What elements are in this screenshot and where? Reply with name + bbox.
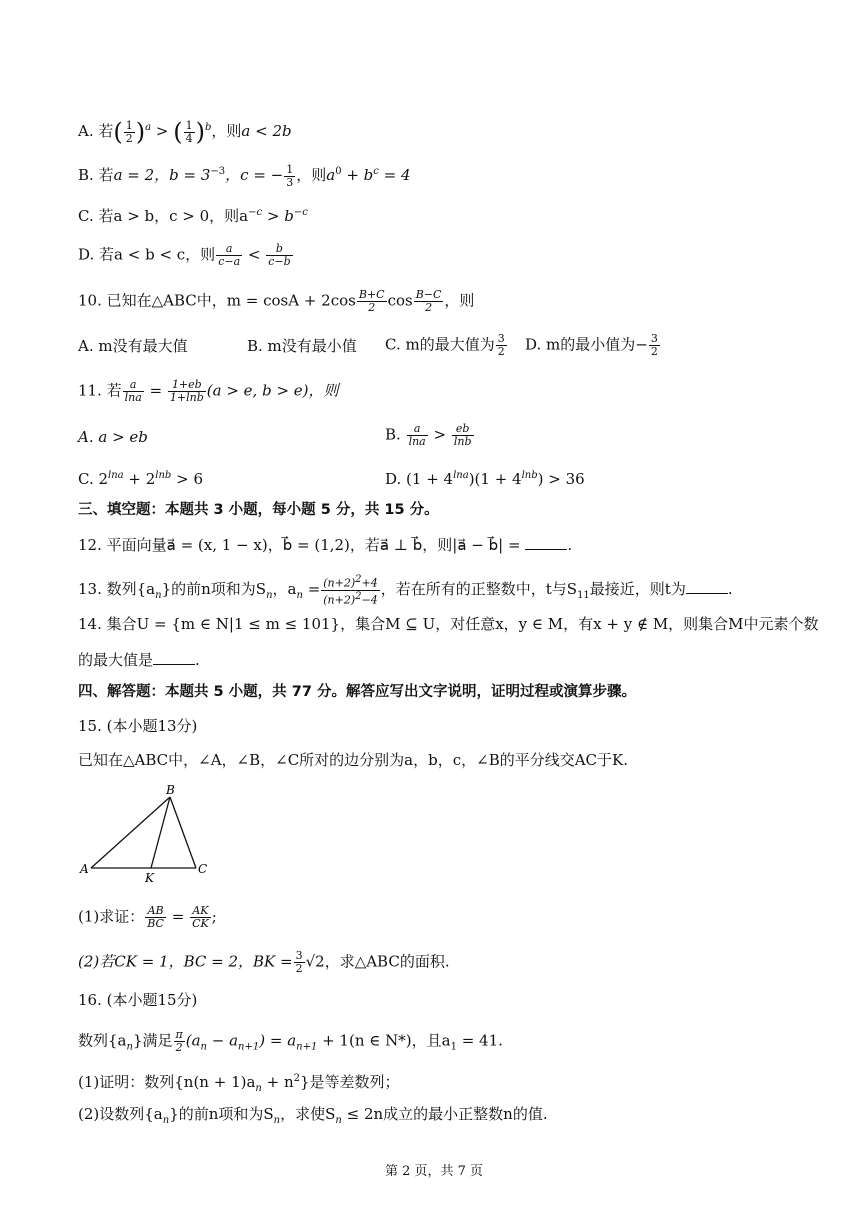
frac-pi-2: $\frac{\pi}{2}$ <box>175 1028 183 1054</box>
q9-c-text: C. 若a > b，c > 0，则a <box>78 207 249 225</box>
frac-1-2: $\frac{1}{2}$ <box>125 118 133 145</box>
q10-stem-text: 10. 已知在△ABC中，m = cosA + 2cos <box>78 291 356 310</box>
q16-stem-lead: 数列{a <box>78 1031 127 1050</box>
q9-b-c: ，c = − <box>225 166 284 184</box>
q16-p2-mid: }的前n项和为S <box>169 1105 274 1123</box>
q9-option-c <box>78 203 308 226</box>
q13-answer-blank[interactable] <box>686 579 728 594</box>
q15-heading: 15. (本小题13分) <box>78 717 198 735</box>
q9-option-b: B. 若a = 2，$b = 3^{-3}$，c = − $\frac{1}{3}$ ，则$a^0 + b^c = 4$ <box>78 162 411 189</box>
q14-end: . <box>195 651 200 669</box>
q15-stem: 已知在△ABC中，∠A，∠B，∠C所对的边分别为a，b，c，∠B的平分线交AC于K. <box>78 751 629 769</box>
q16-p1-end: }是等差数列； <box>300 1073 400 1091</box>
q16-stem-t2: − a <box>206 1031 239 1050</box>
q9-option-a: A. 若( $\frac{1}{2}$ )$^a$ > ( $\frac{1}{4}$ )$^b$，则a < 2b <box>78 118 292 146</box>
q11-stem-tail: (a > e, b > e)，则 <box>206 381 339 400</box>
q9-a-lead: A. 若 <box>78 122 114 140</box>
q11-opt-c-lead: C. 2 <box>78 470 109 488</box>
q9-d-lead: D. 若a < b < c，则 <box>78 245 216 264</box>
q11-stem: 11. 若 $\frac{a}{\ln a}$ = $\frac{1+eb}{1+\ln b}$ (a > e, b > e)，则 <box>78 378 339 404</box>
q9-option-d: D. 若a < b < c，则 $\frac{a}{c-a}$ < $\frac{b}{c-b}$ <box>78 242 291 268</box>
q13-tail: ，若在所有的正整数中，t与S <box>380 580 578 599</box>
q12-end: . <box>567 536 573 554</box>
frac-a-over-lna: $\frac{a}{\ln a}$ <box>124 378 142 404</box>
section-4-heading: 四、解答题：本题共 5 小题，共 77 分。解答应写出文字说明，证明过程或演算步骤。 <box>78 684 636 700</box>
triangle-figure <box>78 780 218 885</box>
frac-b-over-c-minus-b: $\frac{b}{c-b}$ <box>268 242 291 268</box>
q11-opt-d-mid: )(1 + 4 <box>468 470 522 488</box>
frac-b-plus-c-2: $\frac{B+C}{2}$ <box>358 288 385 314</box>
q9-b-result: a <box>326 166 336 184</box>
q10-stem-tail: ，则 <box>444 291 475 310</box>
q9-b-result3: = 4 <box>378 166 411 184</box>
q10-stem <box>78 289 474 314</box>
q16-stem-t4: + 1(n ∈ N*)，且a <box>317 1031 451 1050</box>
frac-ab-bc: $\frac{AB}{BC}$ <box>147 904 164 930</box>
q15-p2-tail: ，求△ABC的面积. <box>324 952 450 971</box>
section-3-heading: 三、填空题：本题共 3 小题，每小题 5 分，共 15 分。 <box>78 502 439 518</box>
q13-lead: 13. 数列{a <box>78 580 156 599</box>
q11-option-b: B. $\frac{a}{\ln a}$ > $\frac{eb}{\ln b}$ <box>385 422 472 448</box>
q16-stem: 数列$\{a_n\}$满足 $\frac{\pi}{2}$ $(a_n - a_{n+1}) = a_{n+1} + 1(n$ ∈ N*)，且$a_1 = 41$. <box>78 1028 503 1054</box>
q14-line-2 <box>78 650 200 670</box>
page-footer: 第 2 页，共 7 页 <box>384 1164 484 1179</box>
vertex-label-a: A <box>80 862 89 876</box>
q11-opt-c-mid: + 2 <box>123 470 156 488</box>
q10-option-b: B. m没有最小值 <box>247 337 357 355</box>
q9-b-vals: a = 2，b = 3 <box>113 166 211 184</box>
q13-mid3: = <box>302 580 321 599</box>
q12 <box>78 535 572 555</box>
q9-a-tail: ，则 <box>211 122 242 140</box>
vertex-label-c: C <box>198 862 208 876</box>
q11-opt-b-label: B. <box>385 425 401 444</box>
q10-opt-d-text: D. m的最小值为− <box>525 335 648 354</box>
frac-3-2-bk: $\frac{3}{2}$ <box>295 949 303 975</box>
q11-option-a: A. a > eb <box>78 428 148 446</box>
q10-option-a: A. m没有最大值 <box>78 337 188 355</box>
q11-opt-d-tail: ) > 36 <box>537 470 585 488</box>
q16-heading: 16. (本小题15分) <box>78 991 198 1009</box>
q11-option-d: D. $(1 + 4^{lna})(1 + 4^{lnb}) > 36$ <box>385 470 585 488</box>
frac-3-2-c: $\frac{3}{2}$ <box>497 332 505 358</box>
q16-stem-tail: (a <box>185 1031 201 1050</box>
q11-option-c: C. $2^{lna} + 2^{lnb} > 6$ <box>78 470 203 488</box>
q12-text: 12. 平面向量a⃗ = (x, 1 − x)，b⃗ = (1,2)，若a⃗ ⊥ b⃗，则|a⃗ − b⃗| = <box>78 536 521 554</box>
q13-mid: }的前n项和为S <box>161 580 267 599</box>
q16-stem-t3: ) = a <box>259 1031 297 1050</box>
q16-p1-text: (1)证明：数列{n(n + 1)a <box>78 1073 256 1091</box>
q14-line2-text: 的最大值是 <box>78 651 154 669</box>
q9-c-exp2: −c <box>293 207 308 218</box>
q16-p2-tail: ≤ 2n成立的最小正整数n的值. <box>341 1105 548 1123</box>
q16-stem-t5: = 41. <box>456 1031 503 1050</box>
frac-1-4: $\frac{1}{4}$ <box>185 118 193 145</box>
frac-eb-over-lnb: $\frac{eb}{\ln b}$ <box>453 422 472 448</box>
q16-p2-mid2: ，求使S <box>280 1105 336 1123</box>
frac-a-over-c-minus-a: $\frac{a}{c-a}$ <box>218 242 241 268</box>
q11-stem-lead: 11. 若 <box>78 381 122 400</box>
q15-p1-lead: (1)求证： <box>78 907 145 926</box>
q11-opt-c-tail: > 6 <box>171 470 203 488</box>
vertex-label-k: K <box>145 871 154 885</box>
q9-c-mid: > b <box>262 207 294 225</box>
frac-1eb-over-1lnb: $\frac{1+eb}{1+\ln b}$ <box>169 378 204 404</box>
q9-a-result: a < 2b <box>241 122 292 140</box>
q13-end: . <box>727 580 733 599</box>
q13-mid2: ，a <box>272 580 297 599</box>
frac-a-over-lna-b: $\frac{a}{\ln a}$ <box>408 422 426 448</box>
q15-part-2 <box>78 950 450 975</box>
frac-an-formula: $\frac{(n+2)^2+4}{(n+2)^2-4}$ <box>323 574 378 607</box>
q9-b-exp: −3 <box>210 166 226 177</box>
q9-b-lead: B. 若 <box>78 166 114 184</box>
q15-p2-sqrt: √2 <box>305 952 325 971</box>
frac-1-3: $\frac{1}{3}$ <box>286 162 294 189</box>
frac-b-minus-c-2: $\frac{B-C}{2}$ <box>415 288 442 314</box>
q14-line-1: 14. 集合U = {m ∈ N|1 ≤ m ≤ 101}，集合M ⊆ U，对任意x，y ∈ M，有x + y ∉ M，则集合M中元素个数 <box>78 615 819 633</box>
q15-part-1: (1)求证： $\frac{AB}{BC}$ = $\frac{AK}{CK}$ ; <box>78 904 217 930</box>
q10-option-c <box>385 333 508 358</box>
q10-stem-mid: cos <box>387 291 413 310</box>
q14-answer-blank[interactable] <box>153 650 195 665</box>
q16-part-2: (2)设数列$\{a_n\}$的前n项和为$S_n$，求使$S_n \le 2n$成立的最小正整数n的值. <box>78 1105 548 1126</box>
q16-p2-text: (2)设数列{a <box>78 1105 163 1123</box>
q10-option-d <box>525 333 661 358</box>
vertex-label-b: B <box>166 783 175 797</box>
q9-c-exp1: −c <box>248 207 263 218</box>
frac-3-2-d: $\frac{3}{2}$ <box>650 332 658 358</box>
q10-opt-c-text: C. m的最大值为 <box>385 335 495 354</box>
q16-stem-mid: }满足 <box>132 1031 173 1050</box>
q16-p1-tail: + n <box>261 1073 294 1091</box>
q11-opt-d-lead: D. (1 + 4 <box>385 470 454 488</box>
q9-b-then: ，则 <box>296 166 327 184</box>
frac-ak-ck: $\frac{AK}{CK}$ <box>192 904 209 930</box>
q16-part-1: (1)证明：数列$\{n(n + 1)a_n + n^2\}$是等差数列； <box>78 1073 400 1094</box>
q13: 13. 数列$\{a_n\}$的前n项和为$S_n$，$a_n$ = $\frac{(n+2)^2+4}{(n+2)^2-4}$ ，若在所有的正整数中，t与$S_{11}$最接近，则t为 . <box>78 574 733 607</box>
q15-p2-text: (2)若CK = 1，BC = 2，BK = <box>78 952 293 971</box>
q9-b-result2: + b <box>341 166 374 184</box>
q12-answer-blank[interactable] <box>525 535 567 550</box>
q13-tail2: 最接近，则t为 <box>589 580 686 599</box>
